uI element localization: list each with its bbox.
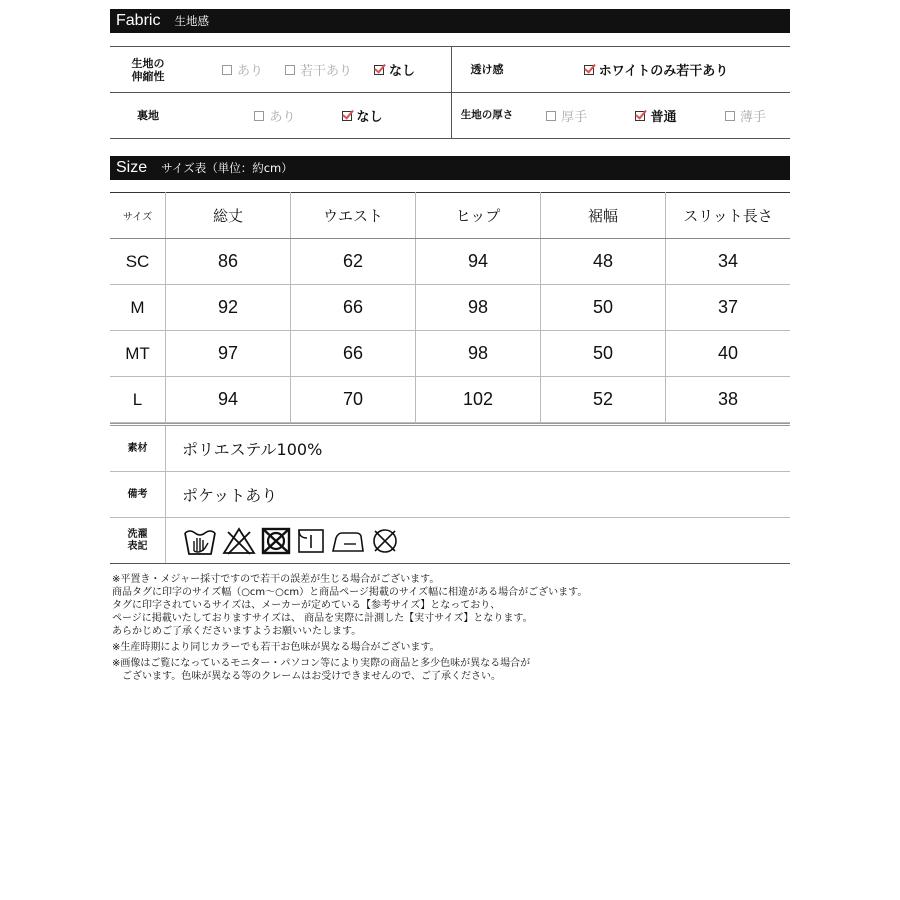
thickness-option-normal: 普通 [635,106,676,125]
fabric-row-lining [110,93,790,139]
footnote-measurement: ※平置き・メジャー採寸ですので若干の誤差が生じる場合がございます。 商品タグに印字のサイズ幅（○cm～○cm）と商品ページ掲載のサイズ幅に相違がある場合がございます。 タグに印字されているサイズは、メーカーが定めている【参考サイズ】となっており、 ページに掲載いたしておりますサイズは、 商品を実際に計測した【実寸サイズ】となります。 あらかじめご了承くださいますようお願いいたします。 [112,574,588,637]
size-title-jp: サイズ表（単位：約cm） [161,161,293,175]
line-dry-icon [296,526,326,556]
checkbox-checked-icon [342,111,352,121]
table-cell: 50 [541,285,666,331]
table-row [110,331,790,377]
table-cell: 52 [541,377,666,423]
size-title-en: Size [116,159,148,176]
table-cell: 70 [291,377,416,423]
table-cell: 40 [666,331,791,377]
sheer-options [522,47,790,92]
fabric-section-header [110,9,790,33]
table-row [110,239,790,285]
fabric-row-stretch [110,47,790,93]
table-cell: 86 [166,239,291,285]
table-row [110,285,790,331]
size-label: L [110,377,166,423]
checkbox-empty-icon [546,111,556,121]
fabric-title-en: Fabric [116,12,161,29]
stretch-options [186,47,451,92]
header-slit-length: スリット長さ [666,192,791,239]
table-row [110,377,790,423]
table-cell: 94 [416,239,541,285]
no-dry-clean-icon [370,526,400,556]
checkbox-empty-icon [254,111,264,121]
material-value: ポリエステル100% [182,440,323,459]
lining-option-yes: あり [254,106,295,125]
iron-low-icon [330,526,366,556]
stretch-option-yes: あり [222,60,263,79]
table-cell: 34 [666,239,791,285]
table-cell: 97 [166,331,291,377]
size-table-header [110,192,790,239]
hand-wash-icon [182,526,218,556]
notes-label: 備考 [110,472,166,517]
info-table [110,423,790,564]
table-cell: 92 [166,285,291,331]
fabric-title-jp: 生地感 [174,14,209,28]
material-row [110,426,790,472]
header-waist: ウエスト [291,192,416,239]
thickness-options [522,93,790,138]
thickness-option-thin: 薄手 [725,106,766,125]
care-icons [166,526,400,556]
table-cell: 37 [666,285,791,331]
header-hem-width: 裾幅 [541,192,666,239]
checkbox-empty-icon [285,65,295,75]
material-label: 素材 [110,426,166,471]
checkbox-checked-icon [584,65,594,75]
table-cell: 66 [291,331,416,377]
stretch-option-slight: 若干あり [285,60,352,79]
table-cell: 102 [416,377,541,423]
table-cell: 98 [416,285,541,331]
lining-label: 裏地 [137,109,159,122]
table-cell: 38 [666,377,791,423]
sheer-label: 透け感 [470,63,504,76]
table-cell: 66 [291,285,416,331]
size-table [110,192,790,423]
size-label: M [110,285,166,331]
fabric-table [110,46,790,139]
sheer-option-white-slight: ホワイトのみ若干あり [584,60,729,79]
header-hip: ヒップ [416,192,541,239]
notes-row [110,472,790,518]
footnote-color-production: ※生産時期により同じカラーでも若干お色味が異なる場合がございます。 [112,642,440,653]
checkbox-checked-icon [374,65,384,75]
no-tumble-dry-icon [260,526,292,556]
thickness-label: 生地の厚さ [460,109,514,121]
care-row [110,518,790,564]
footnote-monitor: ※画像はご覧になっているモニター・パソコン等により実際の商品と多少色味が異なる場合が ございます。色味が異なる等のクレームはお受けできませんので、ご了承ください。 [112,658,531,682]
header-size: サイズ [110,192,166,239]
lining-option-none: なし [342,106,383,125]
table-cell: 62 [291,239,416,285]
size-label: MT [110,331,166,377]
notes-value: ポケットあり [182,486,278,505]
table-cell: 48 [541,239,666,285]
table-cell: 94 [166,377,291,423]
checkbox-empty-icon [725,111,735,121]
size-section-header [110,156,790,180]
table-cell: 98 [416,331,541,377]
no-bleach-icon [222,526,256,556]
care-label: 洗濯 表記 [110,518,166,563]
stretch-label: 生地の 伸縮性 [131,56,165,83]
checkbox-checked-icon [635,111,645,121]
lining-options [186,93,451,138]
header-length: 総丈 [166,192,291,239]
footnotes [112,573,812,686]
checkbox-empty-icon [222,65,232,75]
table-cell: 50 [541,331,666,377]
stretch-option-none: なし [374,60,415,79]
size-label: SC [110,239,166,285]
thickness-option-thick: 厚手 [546,106,587,125]
